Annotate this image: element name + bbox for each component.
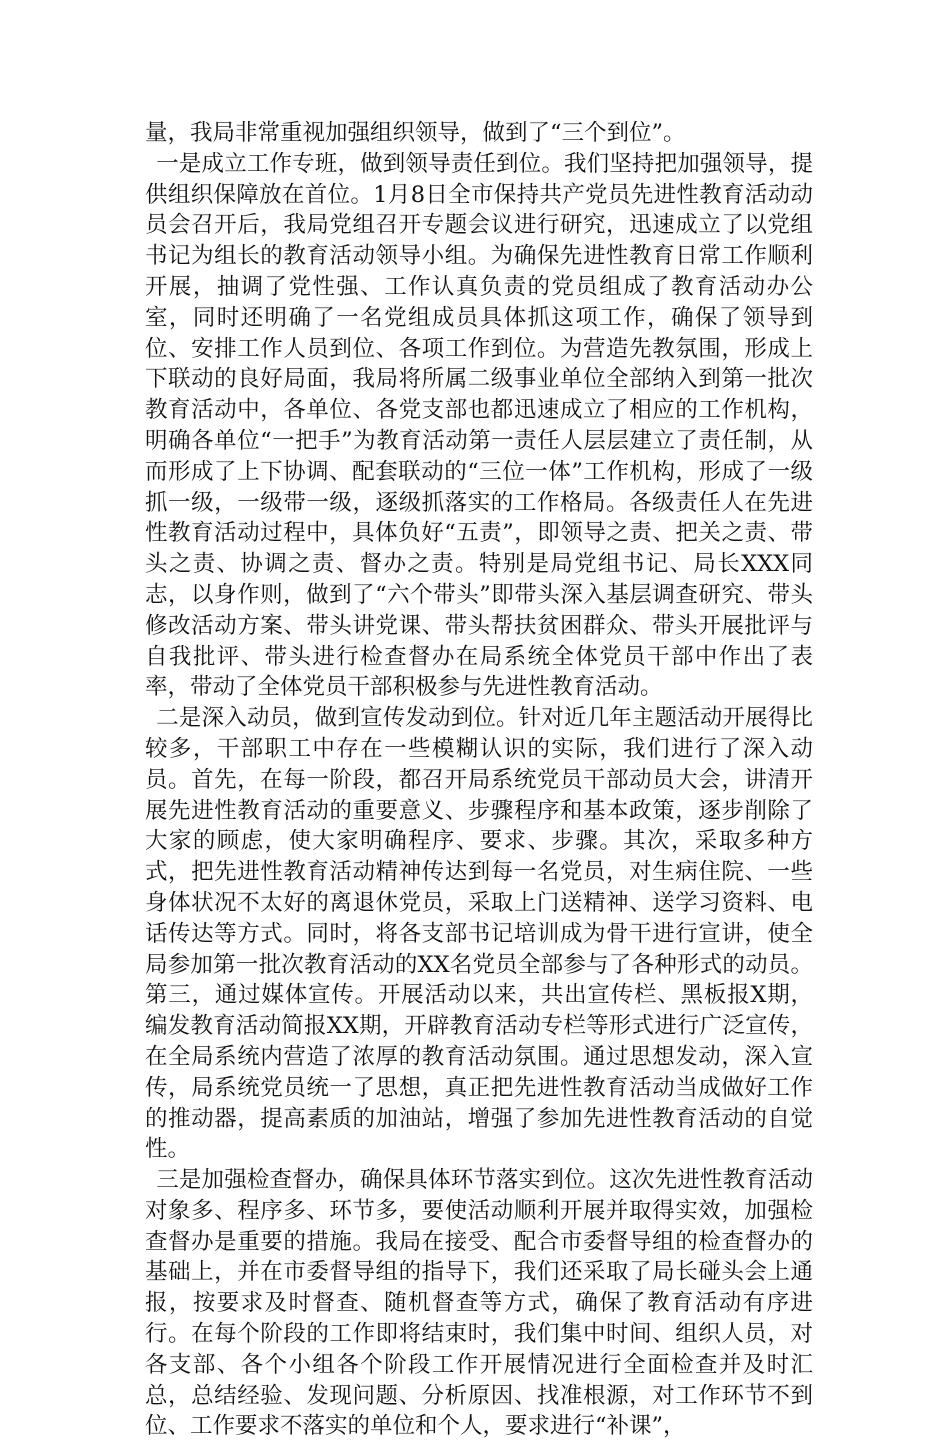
document-body [145, 118, 813, 1442]
paragraph-continuation: 量，我局非常重视加强组织领导，做到了“三个到位”。 [145, 120, 686, 146]
paragraph-supervision: 三是加强检查督办，确保具体环节落实到位。这次先进性教育活动对象多、程序多、环节多，要使活动顺利开展并取得实效，加强检查督办是重要的措施。我局在接受、配合市委督导组的检查督办的基础上，并在市委督导组的指导下，我们还采取了局长碰头会上通报，按要求及时督查、随机督查等方式，确保了教育活动有序进行。在每个阶段的工作即将结束时，我们集中时间、组织人员，对各支部、各个小组各个阶段工作开展情况进行全面检查并及时汇总，总结经验、发现问题、分析原因、找准根源，对工作环节不到位、工作要求不落实的单位和个人，要求进行“补课”， [145, 1167, 813, 1440]
paragraph-leadership: 一是成立工作专班，做到领导责任到位。我们坚持把加强领导，提供组织保障放在首位。1月8日全市保持共产党员先进性教育活动动员会召开后，我局党组召开专题会议进行研究，迅速成立了以党组书记为组长的教育活动领导小组。为确保先进性教育日常工作顺利开展，抽调了党性强、工作认真负责的党员组成了教育活动办公室，同时还明确了一名党组成员具体抓这项工作，确保了领导到位、安排工作人员到位、各项工作到位。为营造先教氛围，形成上下联动的良好局面，我局将所属二级事业单位全部纳入到第一批次教育活动中，各单位、各党支部也都迅速成立了相应的工作机构，明确各单位“一把手”为教育活动第一责任人层层建立了责任制，从而形成了上下协调、配套联动的“三位一体”工作机构，形成了一级抓一级，一级带一级，逐级抓落实的工作格局。各级责任人在先进性教育活动过程中，具体负好“五责”，即领导之责、把关之责、带头之责、协调之责、督办之责。特别是局党组书记、局长XXX同志，以身作则，做到了“六个带头”即带头深入基层调查研究、带头修改活动方案、带头讲党课、带头帮扶贫困群众、带头开展批评与自我批评、带头进行检查督办在局系统全体党员干部中作出了表率，带动了全体党员干部积极参与先进性教育活动。 [145, 150, 813, 701]
paragraph-mobilization: 二是深入动员，做到宣传发动到位。针对近几年主题活动开展得比较多，干部职工中存在一些模糊认识的实际，我们进行了深入动员。首先，在每一阶段，都召开局系统党员干部动员大会，讲清开展先进性教育活动的重要意义、步骤程序和基本政策，逐步削除了大家的顾虑，使大家明确程序、要求、步骤。其次，采取多种方式，把先进性教育活动精神传达到每一名党员，对生病住院、一些身体状况不太好的离退休党员，采取上门送精神、送学习资料、电话传达等方式。同时，将各支部书记培训成为骨干进行宣讲，使全局参加第一批次教育活动的XX名党员全部参与了各种形式的动员。第三，通过媒体宣传。开展活动以来，共出宣传栏、黑板报X期，编发教育活动简报XX期，开辟教育活动专栏等形式进行广泛宣传，在全局系统内营造了浓厚的教育活动氛围。通过思想发动，深入宣传，局系统党员统一了思想，真正把先进性教育活动当成做好工作的推动器，提高素质的加油站，增强了参加先进性教育活动的自觉性。 [145, 705, 813, 1163]
